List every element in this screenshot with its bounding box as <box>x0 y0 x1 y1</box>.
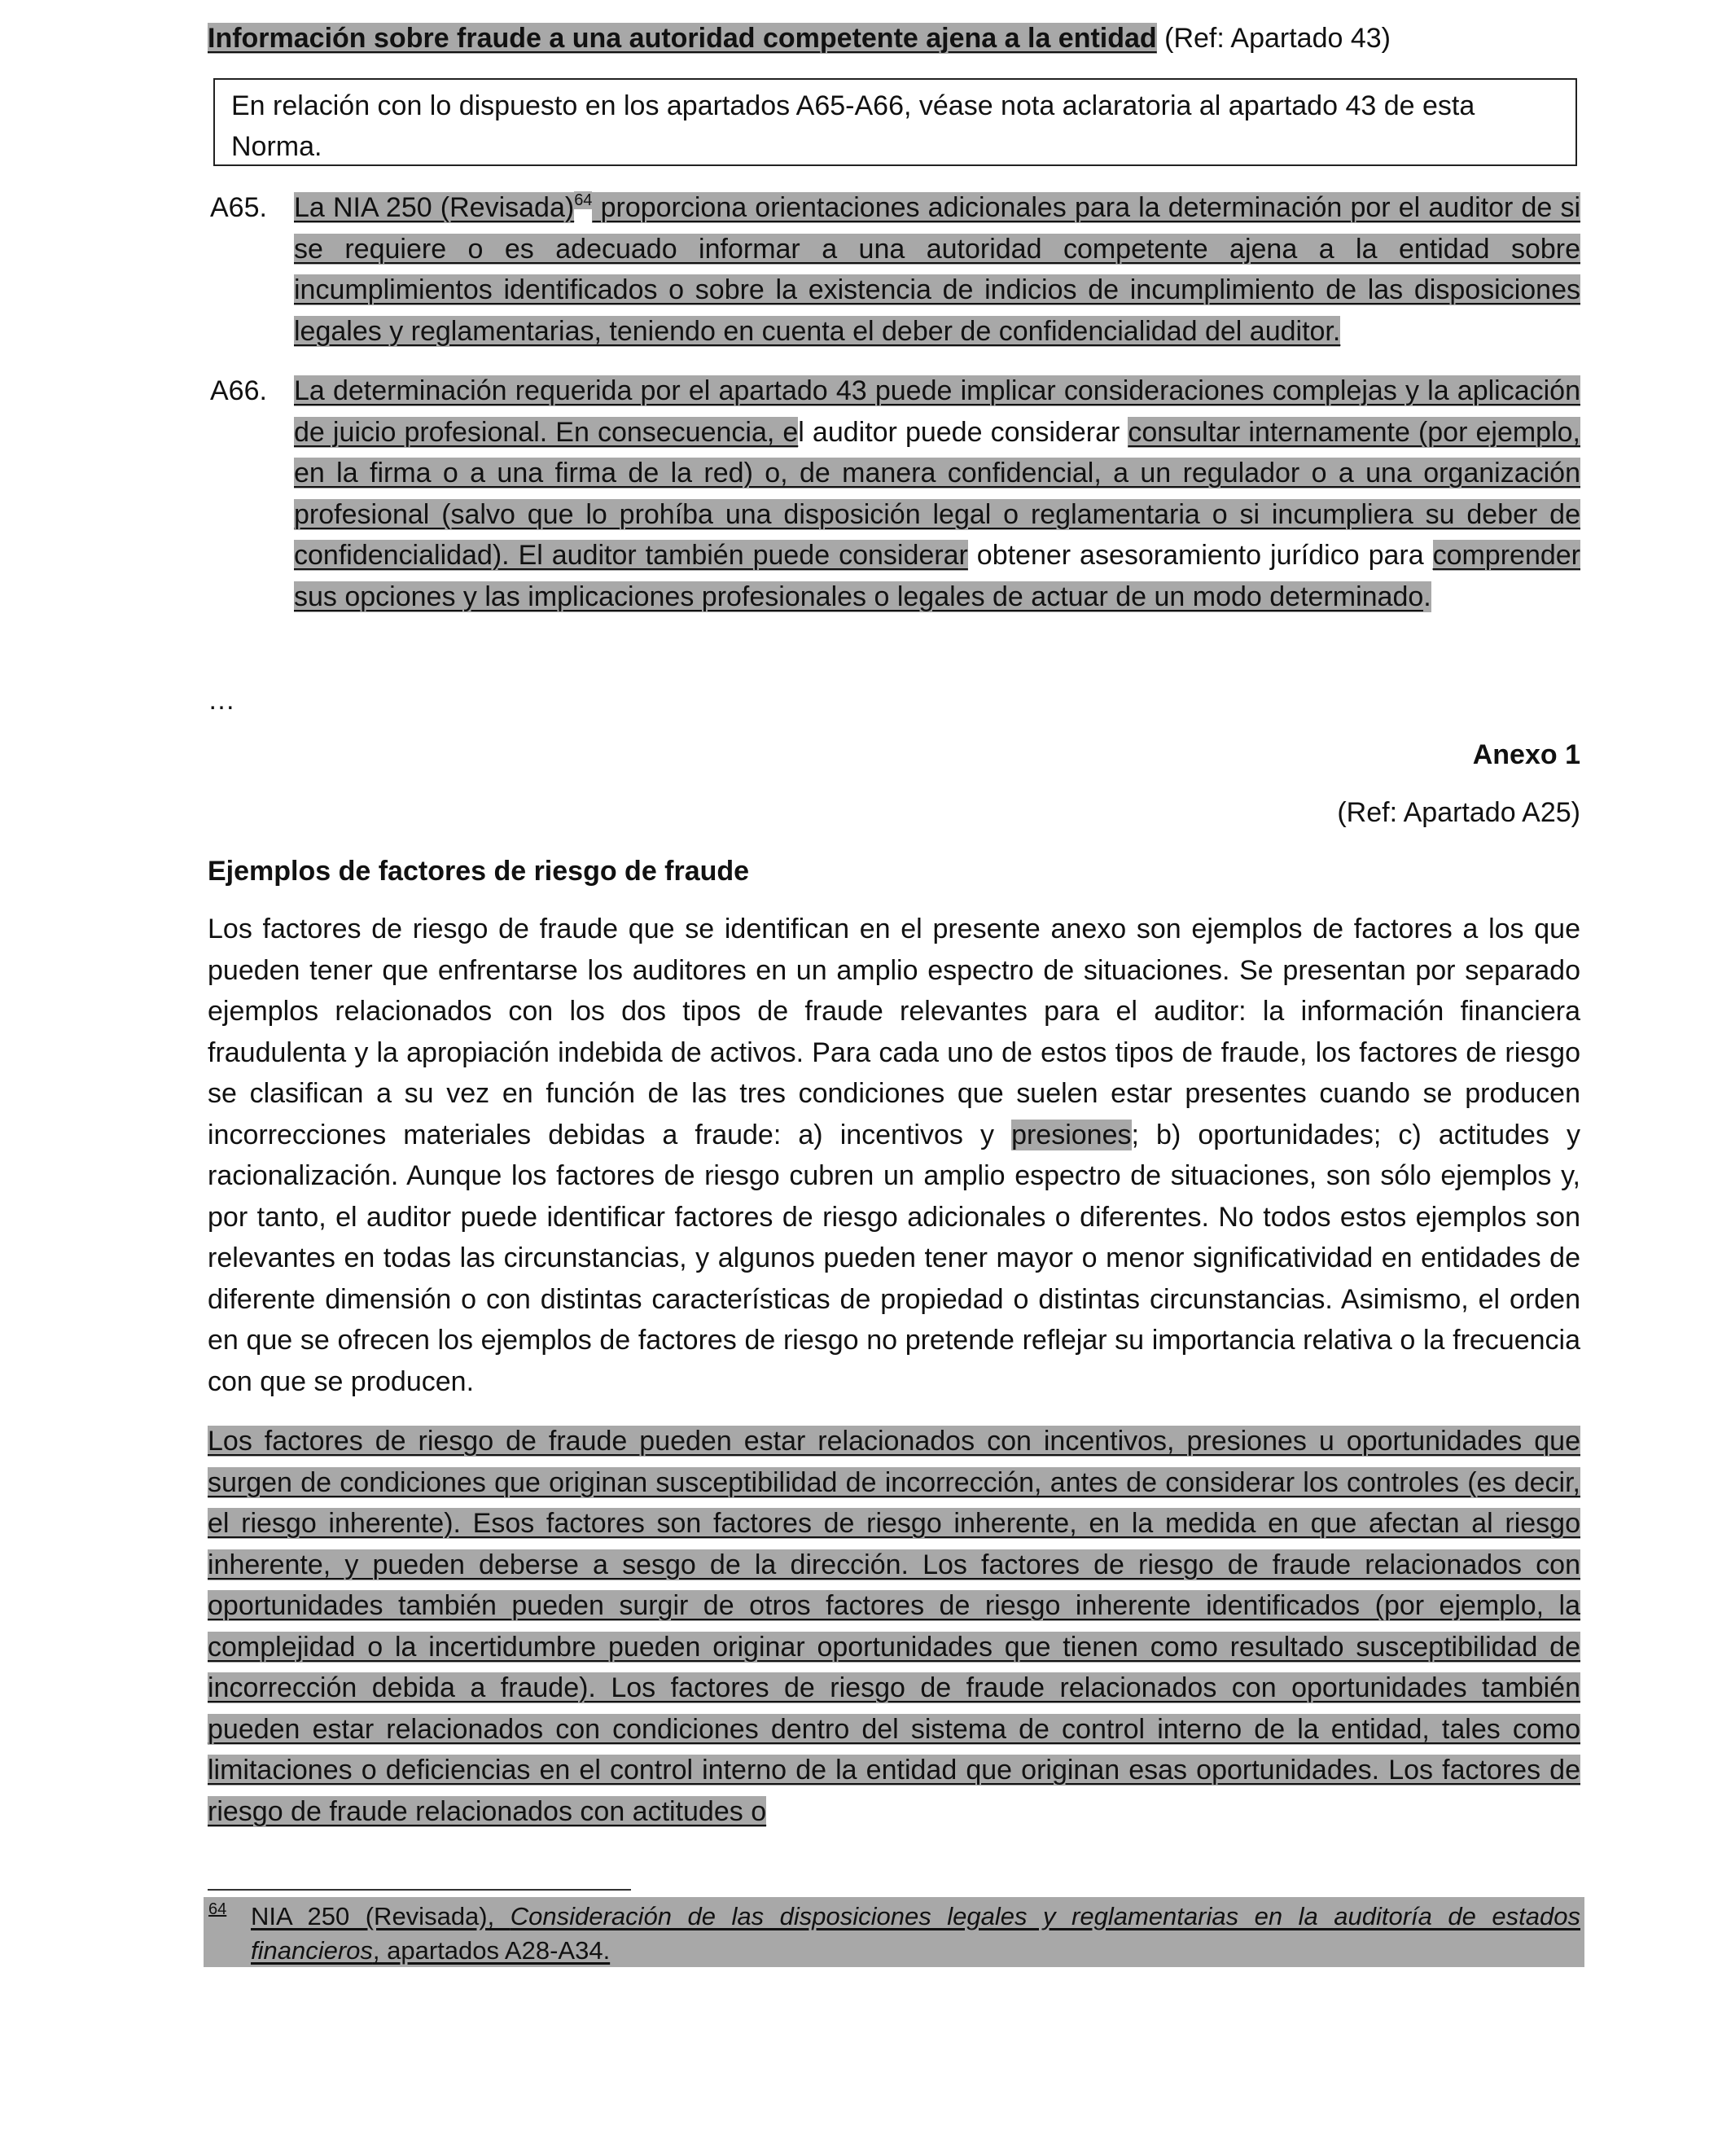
section-heading <box>208 18 1580 59</box>
body-part-1: Los factores de riesgo de fraude que se identifican en el presente anexo son ejemplos de factores a los que pueden tener que enfrentarse los auditores en un amplio espectro de situaciones. Se presentan por separado ejemplos relacionados con los dos tipos de fraude relevantes para el auditor: la información financiera fraudulenta y la apropiación indebida de activos. Para cada uno de estos tipos de fraude, los factores de riesgo se clasifican a su vez en función de las tres condiciones que suelen estar presentes cuando se producen incorrecciones materiales debidas a fraude: a) incentivos y <box>208 914 1580 1150</box>
footnote-title: Consideración de las disposiciones legales y reglamentarias en la auditoría de estados financieros <box>251 1902 1580 1965</box>
a66-part-4: obtener asesoramiento jurídico para <box>967 540 1433 571</box>
a65-text-1: La NIA 250 (Revisada) <box>294 192 575 223</box>
body-part-3: ; b) oportunidades; c) actitudes y racionalización. Aunque los factores de riesgo cubren un amplio espectro de situaciones, son sólo ejemplos y, por tanto, el auditor puede identificar factores de riesgo adicionales o diferentes. No todos estos ejemplos son relevantes en todas las circunstancias, y algunos pueden tener mayor o menor significatividad en entidades de diferente dimensión o con distintas características de propiedad o distintas circunstancias. Asimismo, el orden en que se ofrecen los ejemplos de factores de riesgo no pretende reflejar su importancia relativa o la frecuencia con que se producen. <box>208 1119 1580 1397</box>
body-paragraph <box>208 909 1580 1402</box>
ellipsis: … <box>208 685 235 716</box>
a65-text-2: proporciona orientaciones adicionales para la determinación por el auditor de si se requiere o es adecuado informar a una autoridad competente ajena a la entidad sobre incumplimientos identificados o sobre la existencia de indicios de incumplimiento de las disposiciones legales y reglamentarias, teniendo en cuenta el deber de confidencialidad del auditor. <box>294 192 1580 347</box>
a66-part-5: comprender sus opciones y las implicaciones profesionales o legales de actuar de un modo determinado <box>294 540 1580 612</box>
annex-title: Anexo 1 <box>1472 739 1580 770</box>
paragraph-a65 <box>294 187 1580 352</box>
footnote-ref-64[interactable]: 64 <box>574 191 593 209</box>
annex-heading: Ejemplos de factores de riesgo de fraude <box>208 856 750 887</box>
section-heading-title: Información sobre fraude a una autoridad competente ajena a la entidad <box>208 23 1157 54</box>
a66-part-1: La determinación requerida por el apartado 43 puede implicar consideraciones complejas y la aplicación de juicio profesional. En consecuencia, e <box>294 375 1580 448</box>
section-heading-ref: (Ref: Apartado 43) <box>1156 23 1391 54</box>
footnote-text <box>251 1900 1580 1968</box>
paragraph-a66 <box>294 370 1580 617</box>
annex-ref: (Ref: Apartado A25) <box>1337 797 1580 828</box>
footnote-text-2: , apartados A28-A34. <box>372 1936 611 1965</box>
footnote-separator <box>208 1889 631 1891</box>
a66-part-3: consultar internamente (por ejemplo, en la firma o a una firma de la red) o, de manera confidencial, a un regulador o a una organización profesional (salvo que lo prohíba una disposición legal o reglamentaria o si incumpliera su deber de confidencialidad). El auditor también puede considerar <box>294 416 1580 571</box>
note-box: En relación con lo dispuesto en los apartados A65-A66, véase nota aclaratoria al apartado 43 de esta Norma. <box>213 78 1577 166</box>
paragraph-label-a66: A66. <box>210 375 267 406</box>
footnote-text-1: NIA 250 (Revisada), <box>251 1902 511 1930</box>
highlighted-paragraph <box>208 1421 1580 1832</box>
a66-part-2: l auditor puede considerar <box>798 416 1128 448</box>
paragraph-label-a65: A65. <box>210 192 267 223</box>
body-highlight-presiones: presiones <box>1011 1119 1132 1150</box>
highlighted-paragraph-text: Los factores de riesgo de fraude pueden estar relacionados con incentivos, presiones u oportunidades que surgen de condiciones que originan susceptibilidad de incorrección, antes de considerar los controles (es decir, el riesgo inherente). Esos factores son factores de riesgo inherente, en la medida en que afectan al riesgo inherente, y pueden deberse a sesgo de la dirección. Los factores de riesgo de fraude relacionados con oportunidades también pueden surgir de otros factores de riesgo inherente identificados (por ejemplo, la complejidad o la incertidumbre pueden originar oportunidades que tienen como resultado susceptibilidad de incorrección debida a fraude). Los factores de riesgo de fraude relacionados con oportunidades también pueden estar relacionados con condiciones dentro del sistema de control interno de la entidad, tales como limitaciones o deficiencias en el control interno de la entidad que originan esas oportunidades. Los factores de riesgo de fraude relacionados con actitudes o <box>208 1426 1580 1827</box>
a66-part-6: . <box>1423 581 1431 612</box>
footnote-number: 64 <box>208 1900 227 1918</box>
